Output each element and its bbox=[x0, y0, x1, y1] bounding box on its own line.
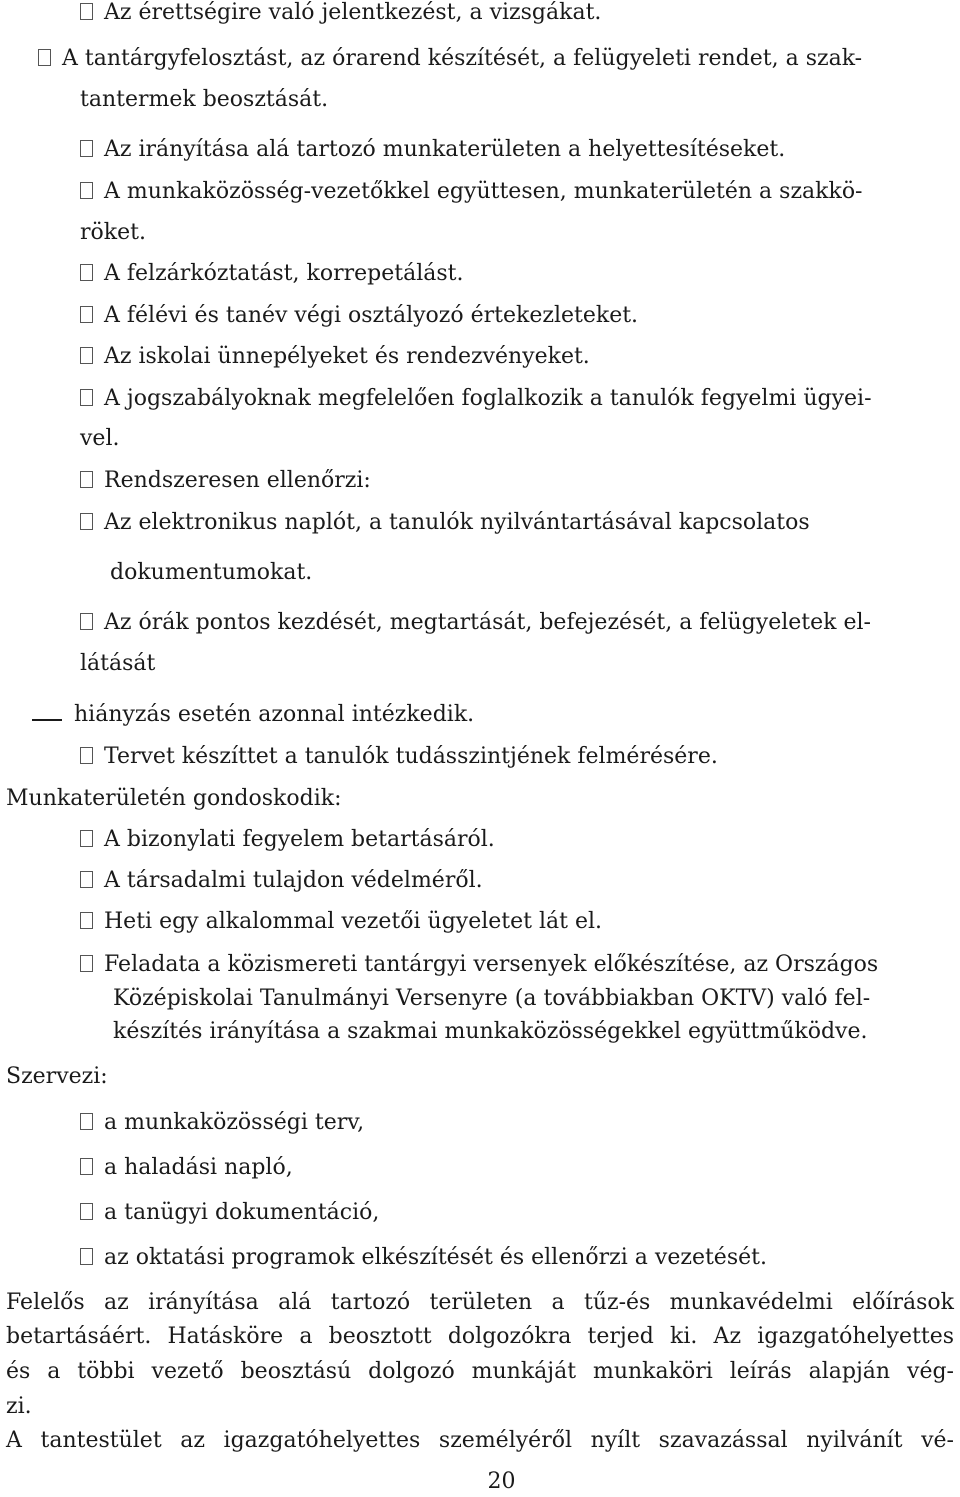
checkbox-bullet-icon bbox=[80, 3, 93, 20]
list-item: a tanügyi dokumentáció, bbox=[80, 1198, 960, 1228]
list-item: Az iskolai ünnepélyeket és rendezvényeket. bbox=[80, 342, 960, 372]
list-item: A munkaközösség-vezetőkkel együttesen, munkaterületén a szakkö- bbox=[80, 177, 960, 207]
list-item: A félévi és tanév végi osztályozó értekezleteket. bbox=[80, 301, 960, 331]
list-item-continuation: látását bbox=[80, 651, 156, 676]
checkbox-bullet-icon bbox=[80, 347, 93, 364]
list-item: A tantárgyfelosztást, az órarend készítését, a felügyeleti rendet, a szak- bbox=[38, 44, 960, 74]
checkbox-bullet-icon bbox=[80, 513, 93, 530]
list-item: A felzárkóztatást, korrepetálást. bbox=[80, 259, 960, 289]
checkbox-bullet-icon bbox=[80, 264, 93, 281]
list-item-continuation: vel. bbox=[80, 426, 120, 451]
list-item: Az érettségire való jelentkezést, a vizsgákat. bbox=[80, 0, 960, 28]
list-item: a haladási napló, bbox=[80, 1153, 960, 1183]
page-number: 20 bbox=[487, 1469, 516, 1494]
list-item-continuation: tantermek beosztását. bbox=[80, 87, 329, 112]
list-item: az oktatási programok elkészítését és ellenőrzi a vezetését. bbox=[80, 1243, 960, 1273]
list-item-continuation: dokumentumokat. bbox=[110, 560, 313, 585]
checkbox-bullet-icon bbox=[80, 871, 93, 888]
paragraph-line: Felelős az irányítása alá tartozó területen a tűz-és munkavédelmi előírások bbox=[6, 1290, 954, 1315]
checkbox-bullet-icon bbox=[80, 912, 93, 929]
paragraph-line: zi. bbox=[6, 1394, 32, 1419]
checkbox-bullet-icon bbox=[80, 747, 93, 764]
checkbox-bullet-icon bbox=[80, 140, 93, 157]
list-item-continuation: készítés irányítása a szakmai munkaközösségekkel együttműködve. bbox=[113, 1019, 868, 1044]
list-item: A társadalmi tulajdon védelméről. bbox=[80, 866, 960, 896]
checkbox-bullet-icon bbox=[80, 1248, 93, 1265]
list-item: Tervet készíttet a tanulók tudásszintjének felmérésére. bbox=[80, 742, 960, 772]
list-item-continuation: röket. bbox=[80, 220, 146, 245]
paragraph-line: és a többi vezető beosztású dolgozó munkáját munkaköri leírás alapján vég- bbox=[6, 1359, 954, 1384]
checkbox-bullet-icon bbox=[80, 389, 93, 406]
dash-bullet-icon bbox=[32, 719, 62, 721]
checkbox-bullet-icon bbox=[80, 1113, 93, 1130]
list-item: A jogszabályoknak megfelelően foglalkozik a tanulók fegyelmi ügyei- bbox=[80, 384, 960, 414]
checkbox-bullet-icon bbox=[80, 1203, 93, 1220]
paragraph-line: A tantestület az igazgatóhelyettes személyéről nyílt szavazással nyilvánít vé- bbox=[6, 1428, 954, 1453]
section-heading: Szervezi: bbox=[6, 1064, 108, 1089]
list-item: A bizonylati fegyelem betartásáról. bbox=[80, 825, 960, 855]
checkbox-bullet-icon bbox=[80, 613, 93, 630]
checkbox-bullet-icon bbox=[38, 49, 51, 66]
list-item: Az irányítása alá tartozó munkaterületen a helyettesítéseket. bbox=[80, 135, 960, 165]
list-item: Az órák pontos kezdését, megtartását, befejezését, a felügyeletek el- bbox=[80, 608, 960, 638]
checkbox-bullet-icon bbox=[80, 306, 93, 323]
checkbox-bullet-icon bbox=[80, 1158, 93, 1175]
list-item-continuation: Középiskolai Tanulmányi Versenyre (a továbbiakban OKTV) való fel- bbox=[113, 986, 871, 1011]
dash-list-item: hiányzás esetén azonnal intézkedik. bbox=[0, 700, 960, 730]
section-heading: Munkaterületén gondoskodik: bbox=[6, 786, 342, 811]
list-item: Rendszeresen ellenőrzi: bbox=[80, 466, 960, 496]
checkbox-bullet-icon bbox=[80, 182, 93, 199]
list-item: Heti egy alkalommal vezetői ügyeletet lát el. bbox=[80, 907, 960, 937]
list-item: a munkaközösségi terv, bbox=[80, 1108, 960, 1138]
list-item: Feladata a közismereti tantárgyi versenyek előkészítése, az Országos bbox=[80, 950, 960, 980]
checkbox-bullet-icon bbox=[80, 830, 93, 847]
paragraph-line: betartásáért. Hatásköre a beosztott dolgozókra terjed ki. Az igazgatóhelyettes bbox=[6, 1324, 954, 1349]
checkbox-bullet-icon bbox=[80, 955, 93, 972]
list-item: Az elektronikus naplót, a tanulók nyilvántartásával kapcsolatos bbox=[80, 508, 960, 538]
checkbox-bullet-icon bbox=[80, 471, 93, 488]
